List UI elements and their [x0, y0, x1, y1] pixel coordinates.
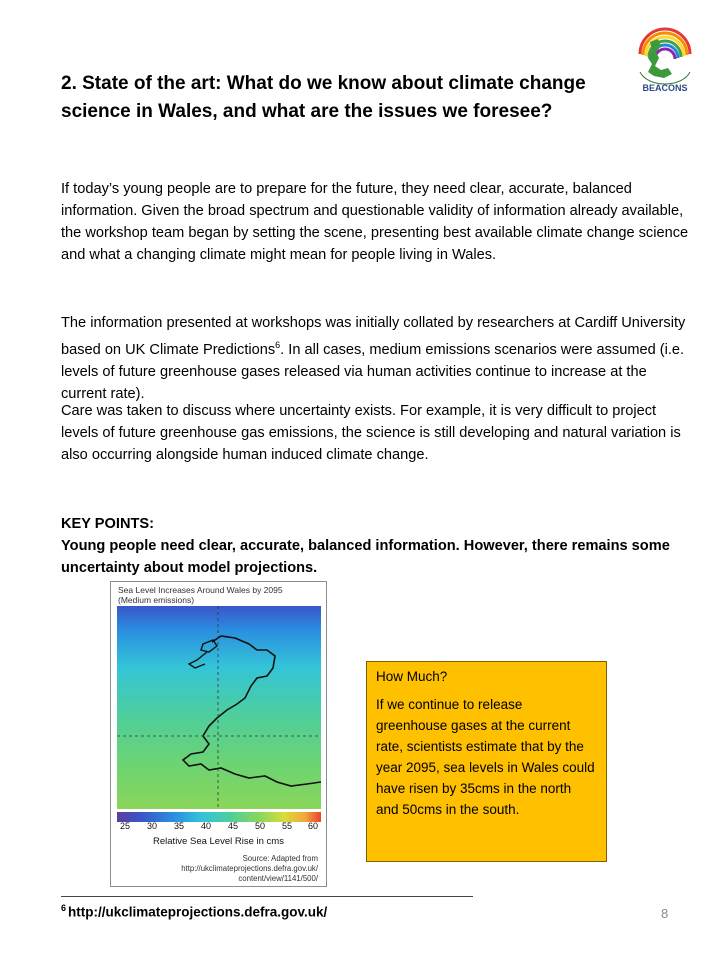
map-source — [118, 854, 318, 884]
colorbar-tick: 45 — [227, 821, 239, 831]
paragraph-information-part2: . In all cases, medium emissions scenarios were assumed (i.e. levels of future greenhouse gases released via human activities continue to increase at the current rate). — [61, 341, 685, 402]
map-title — [118, 585, 283, 605]
key-points-text: Young people need clear, accurate, balanced information. However, there remains some uncertainty about model projections. — [61, 538, 670, 576]
callout-title: How Much? — [376, 669, 448, 684]
key-points-title: KEY POINTS: — [61, 516, 154, 532]
logo-text: BEACONS — [642, 83, 688, 93]
colorbar-tick: 25 — [119, 821, 131, 831]
colorbar-tick: 35 — [173, 821, 185, 831]
sea-level-map — [117, 606, 321, 842]
paragraph-information — [61, 312, 691, 405]
footnote — [61, 903, 327, 920]
footnote-divider — [61, 896, 473, 897]
beacons-logo — [628, 22, 702, 96]
footnote-reference[interactable]: 6 — [275, 340, 281, 350]
colorbar-tick: 60 — [307, 821, 319, 831]
paragraph-information-part1: The information presented at workshops was initially collated by researchers at Cardiff University based on UK Climate Predictions — [61, 315, 686, 358]
callout-text: If we continue to release greenhouse gases at the current rate, scientists estimate that by the year 2095, sea levels in Wales could have risen by 35cms in the north and 50cms in the south. — [376, 697, 595, 817]
footnote-number: 6 — [61, 903, 67, 913]
map-source-line1: Source: Adapted from — [242, 854, 318, 863]
colorbar-ticks — [117, 821, 321, 833]
colorbar-tick: 55 — [281, 821, 293, 831]
sea-level-map-figure — [110, 581, 327, 887]
colorbar-tick: 50 — [254, 821, 266, 831]
map-source-line2: http://ukclimateprojections.defra.gov.uk/ — [181, 864, 318, 873]
colorbar-tick: 40 — [200, 821, 212, 831]
map-title-line1: Sea Level Increases Around Wales by 2095 — [118, 585, 283, 595]
map-source-line3: content/view/1141/500/ — [238, 874, 318, 883]
page-number: 8 — [661, 906, 669, 921]
map-title-line2: (Medium emissions) — [118, 595, 195, 605]
paragraph-intro: If today’s young people are to prepare for the future, they need clear, accurate, balanced information. Given the broad spectrum and questionable validity of information already available, the workshop team began by setting the scene, presenting best available climate change science and what a changing climate might mean for people living in Wales. — [61, 181, 689, 263]
how-much-callout — [366, 661, 607, 862]
beacons-logo-graphic — [628, 22, 702, 96]
colorbar-tick: 30 — [146, 821, 158, 831]
page-heading: 2. State of the art: What do we know about climate change science in Wales, and what are the issues we foresee? — [61, 73, 586, 122]
footnote-link[interactable]: http://ukclimateprojections.defra.gov.uk/ — [68, 904, 328, 920]
colorbar-label: Relative Sea Level Rise in cms — [153, 836, 284, 847]
paragraph-uncertainty: Care was taken to discuss where uncertainty exists. For example, it is very difficult to project levels of future greenhouse gas emissions, the science is still developing and natural variation is also occurring alongside human induced climate change. — [61, 403, 681, 463]
